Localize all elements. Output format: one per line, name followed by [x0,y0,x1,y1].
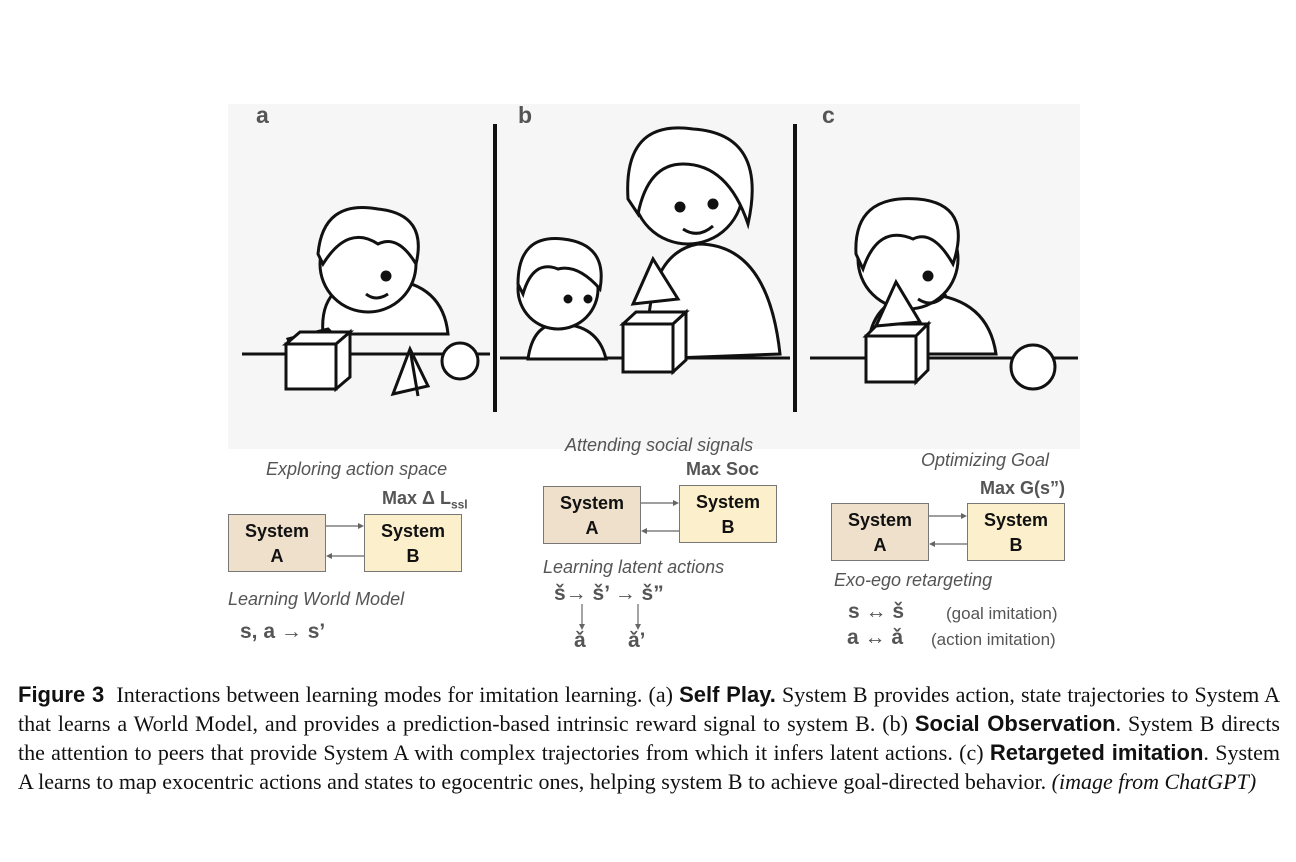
caption-self-play: Self Play. [679,682,776,707]
system-b-letter: B [406,546,420,566]
caption-retargeted: Retargeted imitation [989,740,1204,765]
panel-b-max-label: Max Soc [686,459,760,479]
panel-c-goal-note: (goal imitation) [946,604,1058,623]
caption-social-observation-text: . System B directs the attention to peers that provide System A with complex trajectories from which it infers latent actions. (c) [18,711,1280,765]
panel-c-bottom-label: Exo-ego retargeting [834,570,993,590]
system-b-label: System [983,510,1049,530]
figure-caption [18,680,1280,796]
caption-retargeted-text: . System A learns to map exocentric actions and states to egocentric ones, helping system B to achieve goal-directed behavior. [18,740,1280,794]
panel-c-goal-formula: s ↔ š [848,600,905,623]
system-b-label: System [380,521,446,541]
system-a-label: System [244,521,310,541]
system-a-label: System [847,510,913,530]
system-a-letter: A [270,546,284,566]
system-a-letter: A [873,535,887,555]
panel-b-system-b [679,485,777,543]
panel-a-letter: a [256,102,269,128]
panel-a-formula: s, a → s’ [240,620,326,643]
panel-a-title: Exploring action space [266,459,448,479]
panel-b-system-a [543,486,641,544]
panel-c-letter: c [822,102,835,128]
panel-b-bottom-label: Learning latent actions [543,557,725,577]
panel-a-system-b [364,514,462,572]
panel-c-title: Optimizing Goal [921,450,1050,470]
panel-a-arrows [326,520,366,560]
panel-b-letter: b [518,102,533,128]
figure-label: Figure 3 [18,682,105,707]
panel-c-arrows [929,510,969,550]
panel-a-bottom-label: Learning World Model [228,589,405,609]
panel-c-system-b [967,503,1065,561]
system-a-letter: A [585,518,599,538]
panel-b-title: Attending social signals [565,435,754,455]
caption-intro: Interactions between learning modes for imitation learning. (a) [116,682,673,707]
caption-source: (image from ChatGPT) [1051,769,1257,794]
panel-c-action-formula: a ↔ ǎ [847,626,904,649]
panel-a-max-text: Max Δ L [382,488,451,508]
panel-a-system-a [228,514,326,572]
illustration [228,104,1080,449]
panel-b-arrows [641,497,681,537]
panel-c-system-a [831,503,929,561]
system-b-letter: B [721,517,735,537]
caption-self-play-text: System B provides action, state trajectories to System A that learns a World Model, and provides a prediction-based intrinsic reward signal to system B. (b) [18,682,1281,736]
panel-b-sequence: š→ š’ → š” [554,582,664,605]
panel-c-action-note: (action imitation) [931,630,1056,649]
system-b-label: System [695,492,761,512]
panel-a-max-label [382,488,468,512]
panel-b-action1: ǎ [574,629,586,652]
system-a-label: System [559,493,625,513]
system-b-letter: B [1009,535,1023,555]
panel-b-action2: ǎ’ [628,629,646,652]
illustration-drawing [228,104,1080,449]
caption-social-observation: Social Observation [914,711,1116,736]
panel-a-max-sub: ssl [450,497,468,512]
panel-c-max-label: Max G(s”) [980,478,1066,498]
